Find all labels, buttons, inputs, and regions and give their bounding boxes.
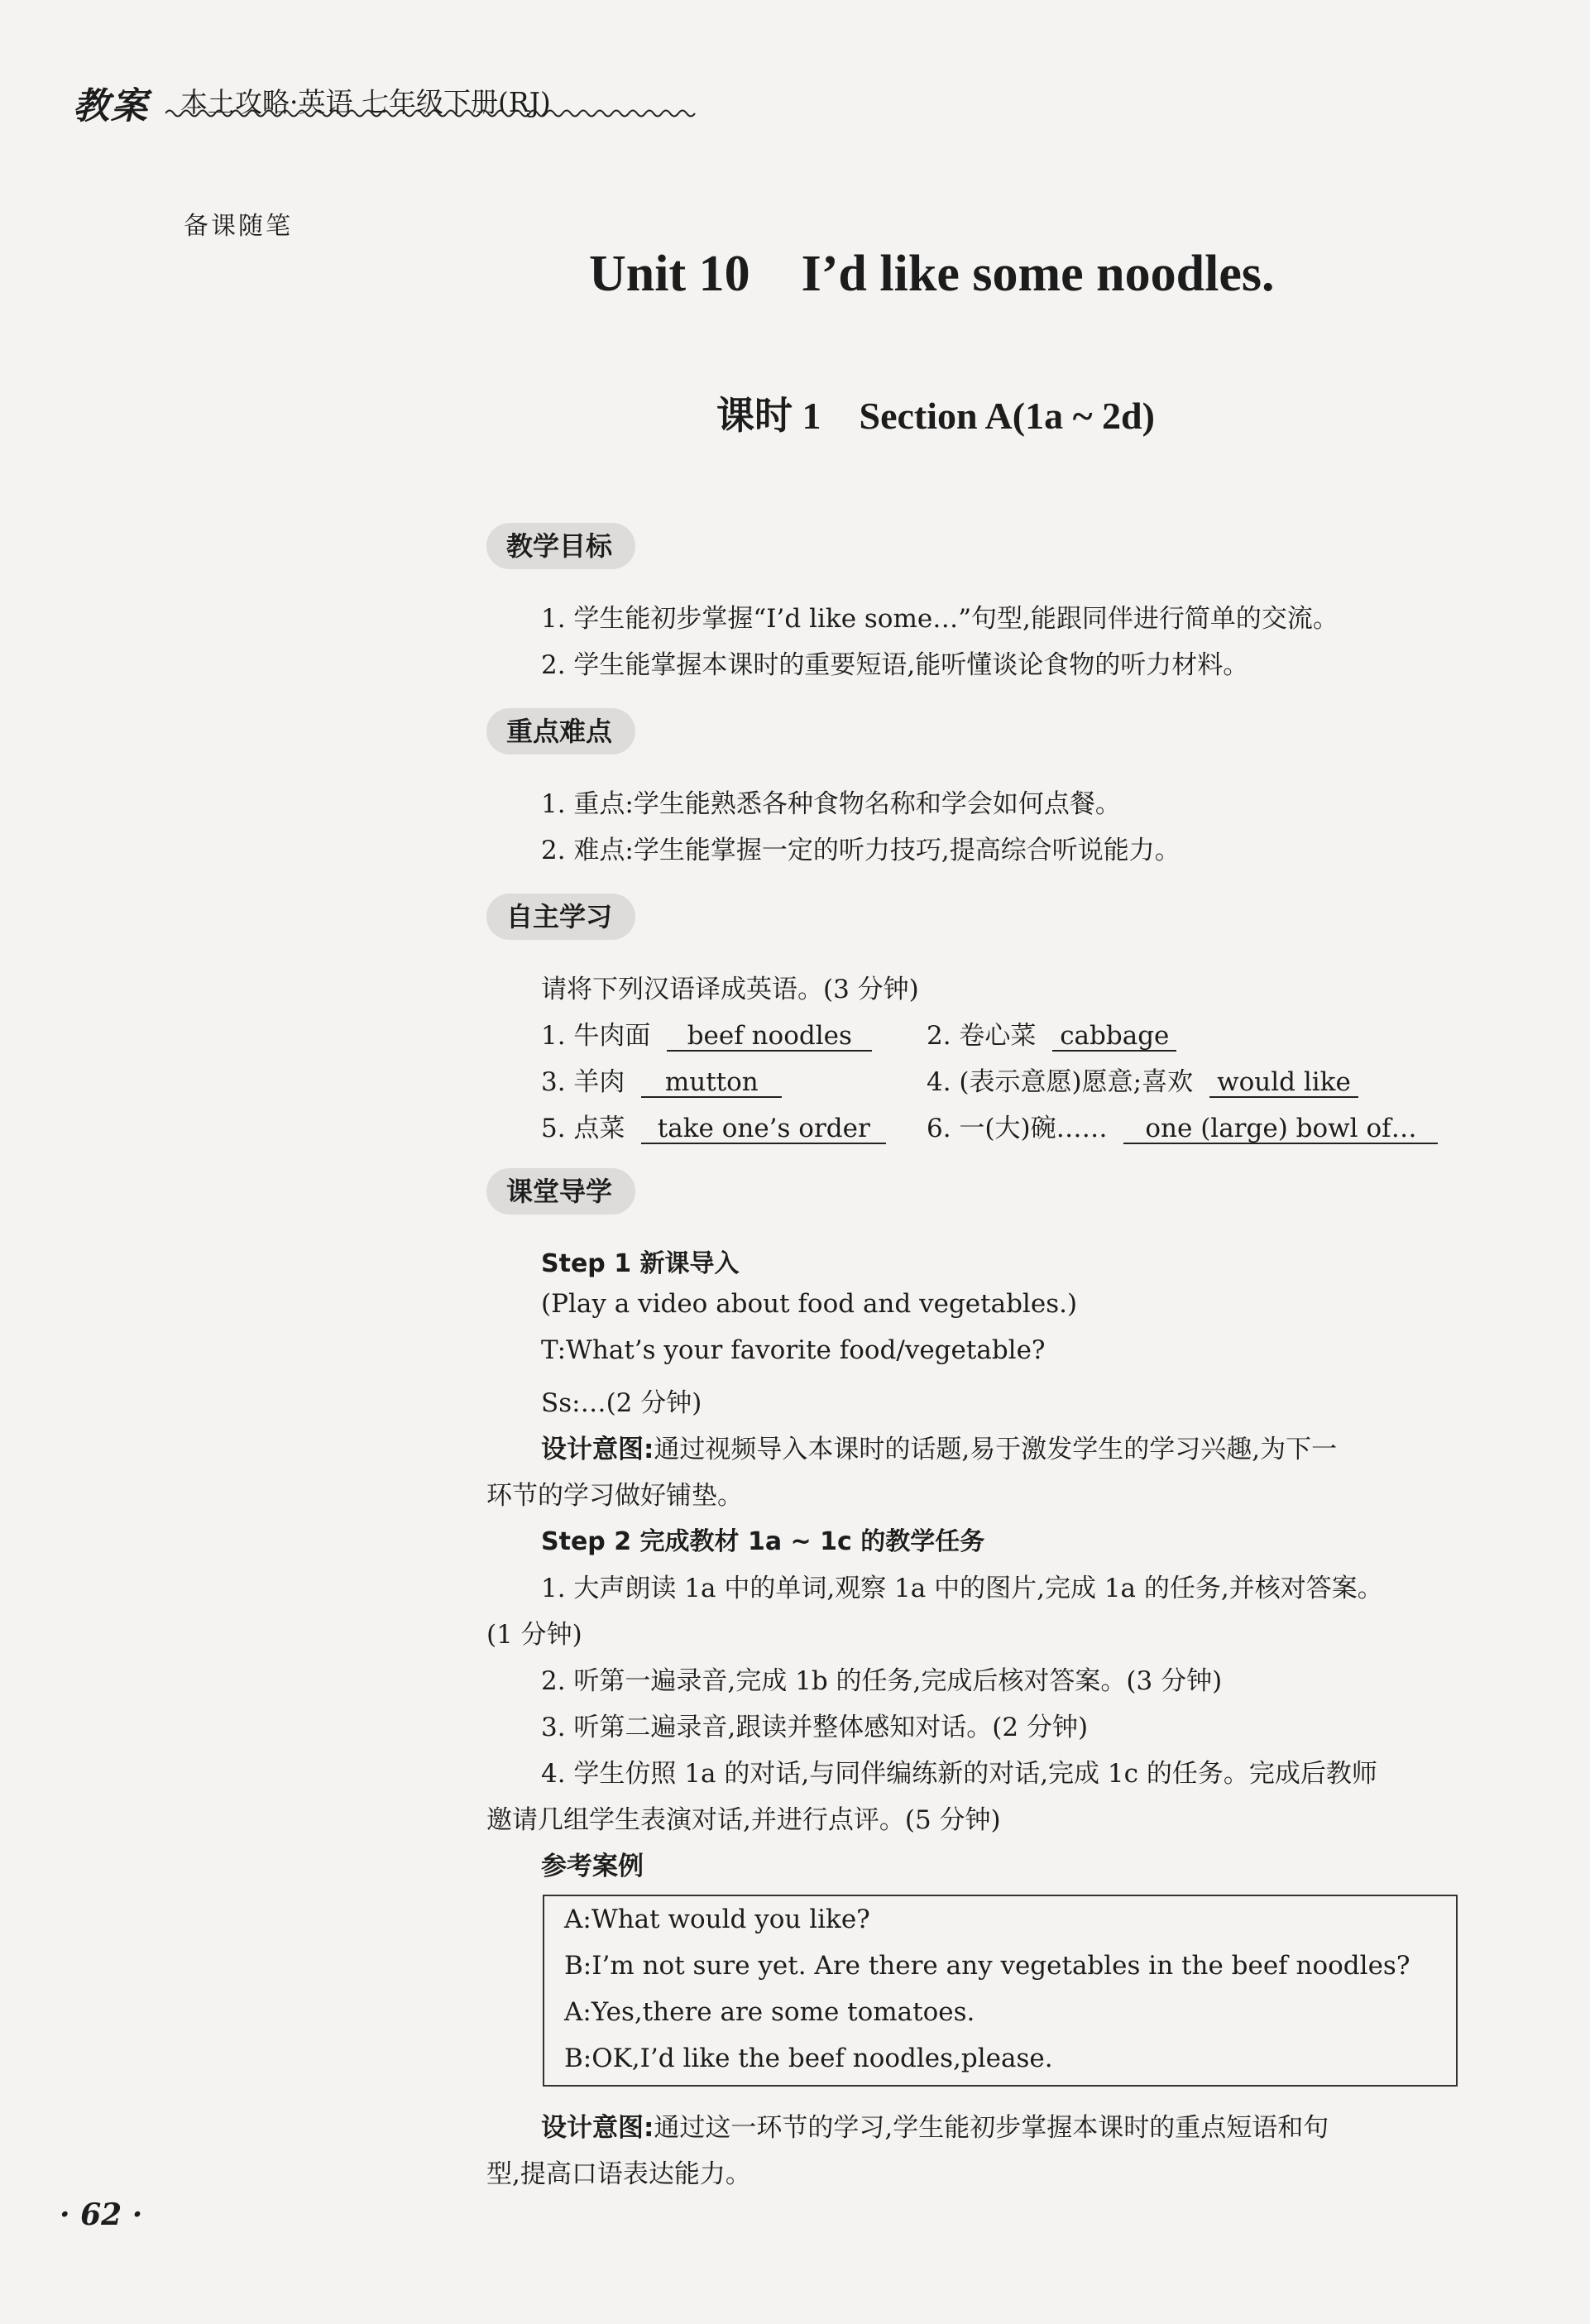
step1-intent (541, 1428, 1337, 1465)
vocab-item (541, 1014, 872, 1052)
step2-line: (1 分钟) (486, 1620, 582, 1650)
page-number: · 62 · (60, 2197, 143, 2232)
key-point-item: 2. 难点:学生能掌握一定的听力技巧,提高综合听说能力。 (541, 836, 1181, 865)
intent-text: 通过这一环节的学习,学生能初步掌握本课时的重点短语和句 (654, 2113, 1329, 2143)
unit-title: Unit 10 I’d like some noodles. (589, 246, 1275, 302)
intent-text: 通过视频导入本课时的话题,易于激发学生的学习兴趣,为下一 (654, 1435, 1338, 1464)
objective-item: 2. 学生能掌握本课时的重要短语,能听懂谈论食物的听力材料。 (541, 650, 1249, 680)
step1-line: Ss:…(2 分钟) (541, 1388, 702, 1418)
vocab-prompt: 2. 卷心菜 (927, 1021, 1037, 1051)
vocab-answer: would like (1209, 1068, 1358, 1098)
self-study-instruction: 请将下列汉语译成英语。(3 分钟) (541, 975, 919, 1004)
vocab-answer: take one’s order (641, 1114, 886, 1144)
vocab-item (541, 1107, 886, 1144)
vocab-answer: one (large) bowl of… (1123, 1114, 1438, 1144)
section-tag-self-study: 自主学习 (486, 894, 635, 940)
step1-line: (Play a video about food and vegetables.) (541, 1289, 1078, 1319)
dialog-line: B:OK,I’d like the beef noodles,please. (564, 2044, 1053, 2073)
step2-line: 2. 听第一遍录音,完成 1b 的任务,完成后核对答案。(3 分钟) (541, 1666, 1223, 1696)
dialog-line: A:Yes,there are some tomatoes. (564, 1997, 975, 2027)
example-label: 参考案例 (541, 1852, 644, 1881)
objective-item: 1. 学生能初步掌握“I’d like some…”句型,能跟同伴进行简单的交流。 (541, 604, 1339, 634)
margin-note: 备课随笔 (184, 212, 293, 241)
step2-intent (541, 2106, 1329, 2144)
vocab-item (541, 1061, 782, 1098)
vocab-answer: beef noodles (667, 1022, 872, 1052)
step2-title: Step 2 完成教材 1a ~ 1c 的教学任务 (541, 1527, 985, 1556)
vocab-item (927, 1014, 1176, 1052)
section-tag-key-points: 重点难点 (486, 708, 635, 755)
dialog-line: A:What would you like? (564, 1905, 870, 1934)
step2-line: 1. 大声朗读 1a 中的单词,观察 1a 中的图片,完成 1a 的任务,并核对答案。 (541, 1574, 1383, 1603)
step2-line: 4. 学生仿照 1a 的对话,与同伴编练新的对话,完成 1c 的任务。完成后教师 (541, 1759, 1377, 1789)
vocab-prompt: 4. (表示意愿)愿意;喜欢 (927, 1067, 1194, 1097)
step1-title: Step 1 新课导入 (541, 1249, 740, 1278)
section-tag-objectives: 教学目标 (486, 523, 635, 569)
vocab-item (927, 1061, 1358, 1098)
step1-line: T:What’s your favorite food/vegetable? (541, 1335, 1046, 1365)
key-point-item: 1. 重点:学生能熟悉各种食物名称和学会如何点餐。 (541, 789, 1121, 819)
intent-label: 设计意图: (541, 1435, 654, 1464)
header-series: 本土攻略·英语 七年级下册(RJ) (180, 86, 551, 118)
vocab-item (927, 1107, 1438, 1144)
vocab-prompt: 5. 点菜 (541, 1114, 625, 1143)
intent-label: 设计意图: (541, 2113, 654, 2143)
vocab-answer: cabbage (1052, 1022, 1176, 1052)
vocab-prompt: 6. 一(大)碗…… (927, 1114, 1108, 1143)
header-wavy-rule (165, 108, 711, 119)
lesson-title: 课时 1 Section A(1a ~ 2d) (716, 395, 1155, 437)
step2-line: 邀请几组学生表演对话,并进行点评。(5 分钟) (486, 1805, 1001, 1835)
step2-intent-cont: 型,提高口语表达能力。 (486, 2159, 751, 2189)
header-logo: 教案 (73, 85, 149, 127)
step2-line: 3. 听第二遍录音,跟读并整体感知对话。(2 分钟) (541, 1713, 1089, 1742)
section-tag-classroom: 课堂导学 (486, 1168, 635, 1215)
example-dialog-box (543, 1895, 1458, 2087)
dialog-line: B:I’m not sure yet. Are there any vegetables in the beef noodles? (564, 1951, 1410, 1981)
vocab-prompt: 1. 牛肉面 (541, 1021, 651, 1051)
step1-intent-cont: 环节的学习做好铺垫。 (486, 1481, 743, 1511)
vocab-prompt: 3. 羊肉 (541, 1067, 625, 1097)
vocab-answer: mutton (641, 1068, 782, 1098)
